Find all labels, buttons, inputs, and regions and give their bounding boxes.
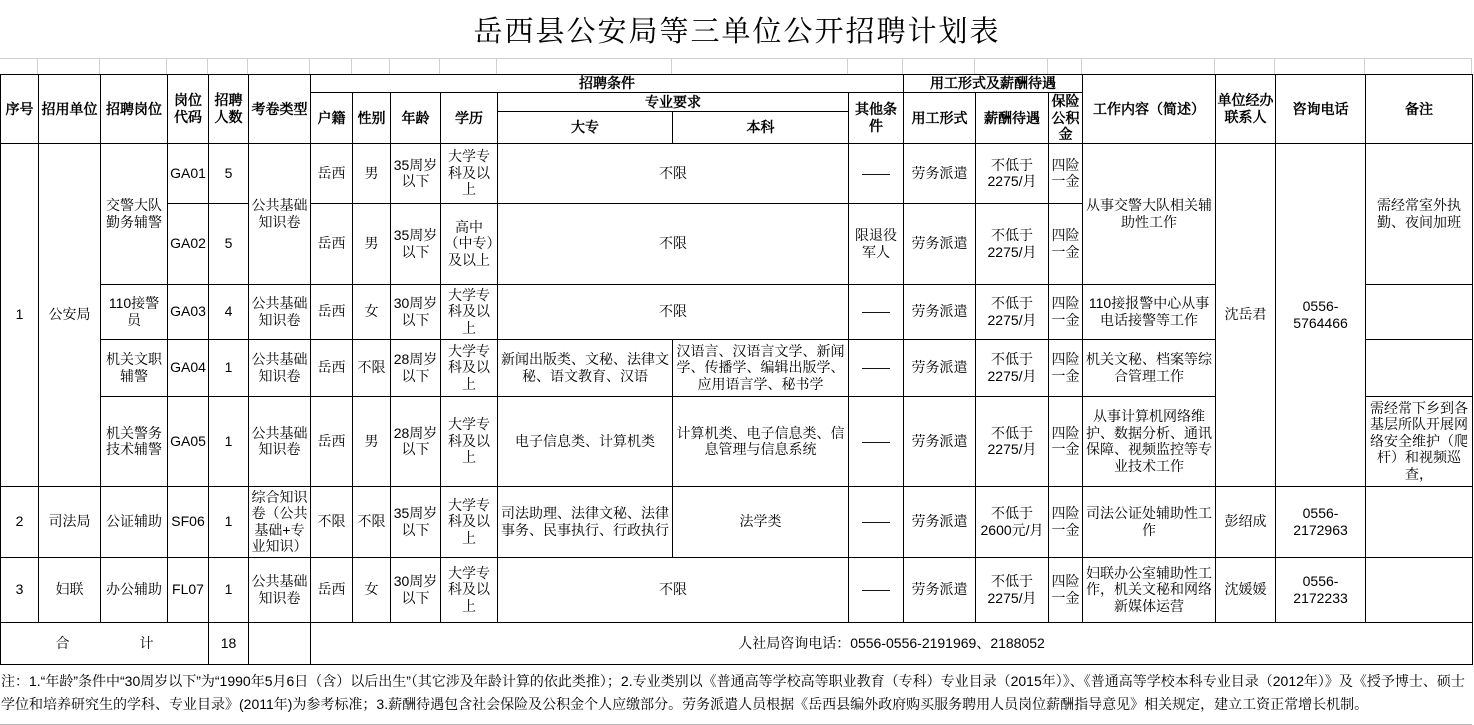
row-ga01 — [1, 143, 1473, 203]
cell-post-ga05: 机关警务技术辅警 — [101, 396, 168, 486]
cell-major-dz-ga05: 电子信息类、计算机类 — [498, 396, 673, 486]
cell-insurance-ga03: 四险一金 — [1049, 284, 1083, 339]
col-header-phone: 咨询电话 — [1276, 75, 1366, 144]
cell-major-bk-sf06: 法学类 — [673, 486, 849, 557]
cell-exam-ga01: 公共基础知识卷 — [249, 143, 311, 284]
cell-insurance-ga01: 四险一金 — [1049, 143, 1083, 203]
cell-hr-phone-note: 人社局咨询电话：0556-0556-2191969、2188052 — [311, 622, 1473, 664]
cell-huji-ga03: 岳西 — [311, 284, 353, 339]
cell-code-ga02: GA02 — [168, 203, 209, 284]
cell-edu-ga04: 大学专科及以上 — [441, 339, 498, 396]
cell-unit-fulian: 妇联 — [39, 557, 101, 622]
cell-edu-ga01: 大学专科及以上 — [441, 143, 498, 203]
cell-major-dz-ga04: 新闻出版类、文秘、法律文秘、语文教育、汉语 — [498, 339, 673, 396]
cell-code-ga04: GA04 — [168, 339, 209, 396]
cell-code-ga03: GA03 — [168, 284, 209, 339]
cell-count-ga02: 5 — [209, 203, 249, 284]
cell-major-ga01: 不限 — [498, 143, 849, 203]
col-header-unit: 招用单位 — [39, 75, 101, 144]
cell-major-ga02: 不限 — [498, 203, 849, 284]
col-header-contact: 单位经办联系人 — [1216, 75, 1276, 144]
col-header-work: 工作内容（简述） — [1083, 75, 1216, 144]
col-header-other: 其他条件 — [849, 93, 904, 144]
col-header-edu: 学历 — [441, 93, 498, 144]
cell-salary-ga05: 不低于2275/月 — [976, 396, 1049, 486]
cell-age-ga02: 35周岁以下 — [391, 203, 441, 284]
cell-count-ga04: 1 — [209, 339, 249, 396]
cell-work-sf06: 司法公证处辅助性工作 — [1083, 486, 1216, 557]
col-header-major-dz: 大专 — [498, 112, 673, 143]
cell-insurance-fl07: 四险一金 — [1049, 557, 1083, 622]
cell-code-fl07: FL07 — [168, 557, 209, 622]
cell-gender-ga03: 女 — [353, 284, 391, 339]
cell-code-ga05: GA05 — [168, 396, 209, 486]
cell-gender-fl07: 女 — [353, 557, 391, 622]
cell-unit-sifaju: 司法局 — [39, 486, 101, 557]
cell-huji-ga02: 岳西 — [311, 203, 353, 284]
cell-salary-sf06: 不低于2600元/月 — [976, 486, 1049, 557]
col-header-salary: 薪酬待遇 — [976, 93, 1049, 144]
page-title: 岳西县公安局等三单位公开招聘计划表 — [473, 15, 1001, 48]
cell-age-ga05: 28周岁以下 — [391, 396, 441, 486]
cell-exam-ga03: 公共基础知识卷 — [249, 284, 311, 339]
cell-huji-ga01: 岳西 — [311, 143, 353, 203]
cell-gender-ga05: 男 — [353, 396, 391, 486]
cell-other-ga01: —— — [849, 143, 904, 203]
cell-note-sf06 — [1366, 486, 1473, 557]
cell-huji-ga05: 岳西 — [311, 396, 353, 486]
group-header-major: 专业要求 — [498, 93, 849, 112]
cell-count-ga03: 4 — [209, 284, 249, 339]
cell-post-sf06: 公证辅助 — [101, 486, 168, 557]
cell-form-sf06: 劳务派遣 — [904, 486, 976, 557]
cell-age-ga03: 30周岁以下 — [391, 284, 441, 339]
cell-work-ga03: 110接报警中心从事电话接警等工作 — [1083, 284, 1216, 339]
cell-total-label: 合 计 — [1, 622, 209, 664]
cell-exam-ga04: 公共基础知识卷 — [249, 339, 311, 396]
cell-count-ga01: 5 — [209, 143, 249, 203]
cell-other-ga02: 限退役军人 — [849, 203, 904, 284]
cell-insurance-ga04: 四险一金 — [1049, 339, 1083, 396]
cell-form-ga05: 劳务派遣 — [904, 396, 976, 486]
cell-other-ga04: —— — [849, 339, 904, 396]
col-header-post: 招聘岗位 — [101, 75, 168, 144]
cell-note-fl07 — [1366, 557, 1473, 622]
cell-exam-fl07: 公共基础知识卷 — [249, 557, 311, 622]
cell-phone-gonganju: 0556-5764466 — [1276, 143, 1366, 486]
col-header-insurance: 保险公积金 — [1049, 93, 1083, 144]
cell-edu-ga03: 大学专科及以上 — [441, 284, 498, 339]
col-header-exam: 考卷类型 — [249, 75, 311, 144]
cell-form-ga04: 劳务派遣 — [904, 339, 976, 396]
cell-other-ga03: —— — [849, 284, 904, 339]
cell-huji-sf06: 不限 — [311, 486, 353, 557]
cell-salary-ga04: 不低于2275/月 — [976, 339, 1049, 396]
cell-code-ga01: GA01 — [168, 143, 209, 203]
row-total — [1, 622, 1473, 664]
cell-major-bk-ga05: 计算机类、电子信息类、信息管理与信息系统 — [673, 396, 849, 486]
cell-contact-sf06: 彭绍成 — [1216, 486, 1276, 557]
cell-age-sf06: 35周岁以下 — [391, 486, 441, 557]
cell-note-ga04 — [1366, 339, 1473, 396]
cell-exam-ga05: 公共基础知识卷 — [249, 396, 311, 486]
cell-insurance-ga05: 四险一金 — [1049, 396, 1083, 486]
cell-work-ga01: 从事交警大队相关辅助性工作 — [1083, 143, 1216, 284]
group-header-conditions: 招聘条件 — [311, 75, 904, 93]
cell-salary-fl07: 不低于2275/月 — [976, 557, 1049, 622]
col-header-huji: 户籍 — [311, 93, 353, 144]
cell-edu-ga02: 高中（中专）及以上 — [441, 203, 498, 284]
cell-phone-fl07: 0556-2172233 — [1276, 557, 1366, 622]
cell-post-ga04: 机关文职辅警 — [101, 339, 168, 396]
cell-age-ga04: 28周岁以下 — [391, 339, 441, 396]
cell-seq-2: 2 — [1, 486, 39, 557]
col-header-count: 招聘人数 — [209, 75, 249, 144]
cell-salary-ga02: 不低于2275/月 — [976, 203, 1049, 284]
cell-gender-sf06: 不限 — [353, 486, 391, 557]
cell-age-fl07: 30周岁以下 — [391, 557, 441, 622]
cell-gender-ga02: 男 — [353, 203, 391, 284]
recruitment-plan-table — [0, 74, 1473, 665]
cell-major-ga03: 不限 — [498, 284, 849, 339]
cell-edu-sf06: 大学专科及以上 — [441, 486, 498, 557]
cell-other-sf06: —— — [849, 486, 904, 557]
cell-count-ga05: 1 — [209, 396, 249, 486]
cell-form-fl07: 劳务派遣 — [904, 557, 976, 622]
cell-count-fl07: 1 — [209, 557, 249, 622]
cell-phone-sf06: 0556-2172963 — [1276, 486, 1366, 557]
col-header-gender: 性别 — [353, 93, 391, 144]
cell-salary-ga01: 不低于2275/月 — [976, 143, 1049, 203]
cell-form-ga01: 劳务派遣 — [904, 143, 976, 203]
cell-work-fl07: 妇联办公室辅助性工作，机关文秘和网络新媒体运营 — [1083, 557, 1216, 622]
header-row-1 — [1, 75, 1473, 93]
cell-insurance-ga02: 四险一金 — [1049, 203, 1083, 284]
cell-major-dz-sf06: 司法助理、法律文秘、法律事务、民事执行、行政执行 — [498, 486, 673, 557]
cell-gender-ga01: 男 — [353, 143, 391, 203]
cell-total-exam-empty — [249, 622, 311, 664]
cell-exam-sf06: 综合知识卷（公共基础+专业知识） — [249, 486, 311, 557]
cell-gender-ga04: 不限 — [353, 339, 391, 396]
cell-contact-fl07: 沈媛媛 — [1216, 557, 1276, 622]
cell-form-ga03: 劳务派遣 — [904, 284, 976, 339]
cell-huji-ga04: 岳西 — [311, 339, 353, 396]
cell-post-fl07: 办公辅助 — [101, 557, 168, 622]
cell-code-sf06: SF06 — [168, 486, 209, 557]
row-fl07 — [1, 557, 1473, 622]
cell-edu-fl07: 大学专科及以上 — [441, 557, 498, 622]
cell-post-ga01: 交警大队勤务辅警 — [101, 143, 168, 284]
cell-unit-gonganju: 公安局 — [39, 143, 101, 486]
cell-count-sf06: 1 — [209, 486, 249, 557]
footnote-text: 注：1.“年龄”条件中“30周岁以下”为“1990年5月6日（含）以后出生”（其它涉及年龄计算的依此类推）；2.专业类别以《普通高等学校高等职业教育（专科）专业目录（2015年）》、《普通高等学校本科专业目录（2012年）》及《授予博士、硕士学位和培养研究生的学科、专业目录》(2011年)为参考标准；3.薪酬待遇包含社会保险及公积金个人应缴部分。劳务派遣人员根据《岳西县编外政府购买服务聘用人员岗位薪酬指导意见》相关规定，建立工资正常增长机制。 — [0, 665, 1472, 725]
cell-age-ga01: 35周岁以下 — [391, 143, 441, 203]
cell-edu-ga05: 大学专科及以上 — [441, 396, 498, 486]
cell-post-ga03: 110接警员 — [101, 284, 168, 339]
cell-note-ga05: 需经常下乡到各基层所队开展网络安全维护（爬杆）和视频巡查， — [1366, 396, 1473, 486]
col-header-major-bk: 本科 — [673, 112, 849, 143]
col-header-age: 年龄 — [391, 93, 441, 144]
cell-major-bk-ga04: 汉语言、汉语言文学、新闻学、传播学、编辑出版学、应用语言学、秘书学 — [673, 339, 849, 396]
cell-contact-gonganju: 沈岳君 — [1216, 143, 1276, 486]
cell-other-fl07: —— — [849, 557, 904, 622]
cell-salary-ga03: 不低于2275/月 — [976, 284, 1049, 339]
cell-total-count: 18 — [209, 622, 249, 664]
row-sf06 — [1, 486, 1473, 557]
cell-huji-fl07: 岳西 — [311, 557, 353, 622]
cell-work-ga04: 机关文秘、档案等综合管理工作 — [1083, 339, 1216, 396]
cell-form-ga02: 劳务派遣 — [904, 203, 976, 284]
cell-note-ga03 — [1366, 284, 1473, 339]
cell-other-ga05: —— — [849, 396, 904, 486]
col-header-form: 用工形式 — [904, 93, 976, 144]
spreadsheet-gridline-spacer — [0, 58, 1472, 74]
cell-major-fl07: 不限 — [498, 557, 849, 622]
group-header-employment: 用工形式及薪酬待遇 — [904, 75, 1083, 93]
col-header-code: 岗位代码 — [168, 75, 209, 144]
cell-seq-3: 3 — [1, 557, 39, 622]
cell-note-ga01: 需经常室外执勤、夜间加班 — [1366, 143, 1473, 284]
cell-insurance-sf06: 四险一金 — [1049, 486, 1083, 557]
col-header-note: 备注 — [1366, 75, 1473, 144]
col-header-seq: 序号 — [1, 75, 39, 144]
cell-work-ga05: 从事计算机网络维护、数据分析、通讯保障、视频监控等专业技术工作 — [1083, 396, 1216, 486]
cell-seq-1: 1 — [1, 143, 39, 486]
